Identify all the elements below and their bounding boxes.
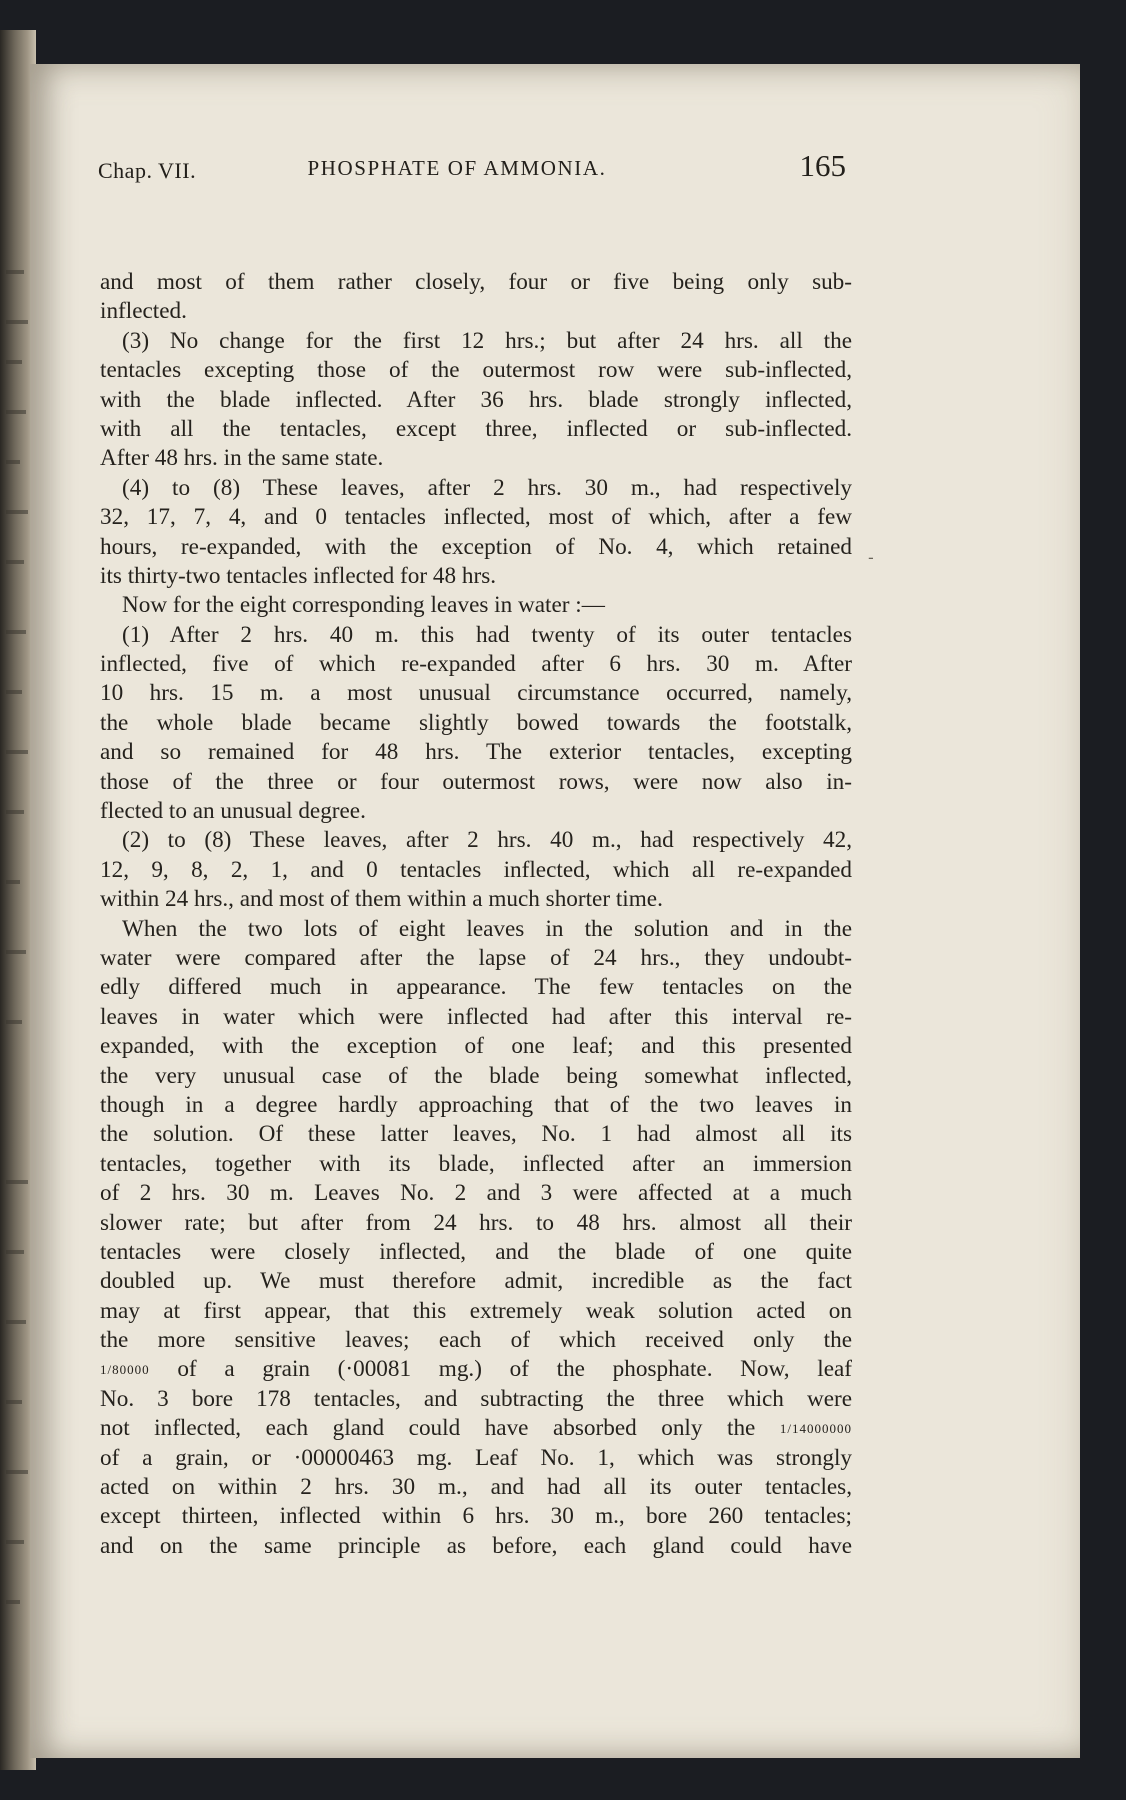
running-title: PHOSPHATE OF AMMONIA. <box>307 156 607 180</box>
fraction-line <box>100 1414 852 1443</box>
text-line: flected to an unusual degree. <box>100 798 366 825</box>
text-line: the very unusual case of the blade being somewhat inflected, <box>100 1062 852 1089</box>
text-line: and on the same principle as before, each gland could have <box>100 1532 852 1559</box>
text-line: When the two lots of eight leaves in the solution and in the <box>122 915 852 942</box>
text-line: slower rate; but after from 24 hrs. to 48 hrs. almost all their <box>100 1209 852 1236</box>
fraction-14000000: 1/14000000 <box>779 1421 852 1437</box>
text-line: and so remained for 48 hrs. The exterior tentacles, excepting <box>100 739 852 766</box>
text-line: After 48 hrs. in the same state. <box>100 445 384 472</box>
text-line: 10 hrs. 15 m. a most unusual circumstance occurred, namely, <box>100 680 852 707</box>
margin-mark <box>868 548 878 554</box>
text-line: (1) After 2 hrs. 40 m. this had twenty of its outer tentacles <box>122 621 852 648</box>
text-line: and most of them rather closely, four or five being only sub- <box>100 269 852 295</box>
text-line: inflected, five of which re-expanded after 6 hrs. 30 m. After <box>100 651 852 678</box>
text-line: of 2 hrs. 30 m. Leaves No. 2 and 3 were affected at a much <box>100 1180 852 1207</box>
text-line: (2) to (8) These leaves, after 2 hrs. 40 m., had respectively 42, <box>122 827 852 854</box>
text-line: No. 3 bore 178 tentacles, and subtracting the three which were <box>100 1385 852 1412</box>
text-line: tentacles, together with its blade, inflected after an immersion <box>100 1150 852 1177</box>
text-line: 32, 17, 7, 4, and 0 tentacles inflected, most of which, after a few <box>100 504 852 531</box>
text-line: hours, re-expanded, with the exception of No. 4, which retained <box>100 533 852 560</box>
text-line: inflected. <box>100 298 187 325</box>
text-line: expanded, with the exception of one leaf; and this presented <box>100 1033 852 1060</box>
text-line: acted on within 2 hrs. 30 m., and had all its outer tentacles, <box>100 1474 852 1501</box>
text-line: (4) to (8) These leaves, after 2 hrs. 30 m., had respectively <box>122 474 852 501</box>
text-line: leaves in water which were inflected had after this interval re- <box>100 1003 852 1030</box>
text-line: though in a degree hardly approaching that of the two leaves in <box>100 1091 852 1118</box>
chapter-label: Chap. VII. <box>98 158 197 183</box>
text-line: Now for the eight corresponding leaves in water :— <box>122 592 605 619</box>
text-line: the solution. Of these latter leaves, No. 1 had almost all its <box>100 1121 852 1148</box>
text-line: doubled up. We must therefore admit, incredible as the fact <box>100 1268 852 1295</box>
text-segment: of a grain (·00081 mg.) of the phosphate. Now, leaf <box>177 1356 853 1383</box>
text-line: the whole blade became slightly bowed towards the footstalk, <box>100 709 852 736</box>
text-line: with the blade inflected. After 36 hrs. blade strongly inflected, <box>100 386 852 413</box>
text-line: tentacles excepting those of the outermost row were sub-inflected, <box>100 357 852 384</box>
text-segment: not inflected, each gland could have absorbed only the <box>100 1415 756 1442</box>
text-line: 12, 9, 8, 2, 1, and 0 tentacles inflected, which all re-expanded <box>100 856 852 883</box>
text-line: the more sensitive leaves; each of which received only the <box>100 1327 852 1354</box>
running-header <box>68 146 846 186</box>
body-text <box>100 268 852 1561</box>
text-line: (3) No change for the first 12 hrs.; but after 24 hrs. all the <box>122 327 852 354</box>
text-line: within 24 hrs., and most of them within a much shorter time. <box>100 886 663 913</box>
fraction-line <box>100 1355 852 1384</box>
text-line: tentacles were closely inflected, and the blade of one quite <box>100 1238 852 1265</box>
text-line: of a grain, or ·00000463 mg. Leaf No. 1, which was strongly <box>100 1444 852 1471</box>
text-line: edly differed much in appearance. The few tentacles on the <box>100 974 852 1001</box>
text-line: water were compared after the lapse of 24 hrs., they undoubt- <box>100 944 852 971</box>
text-line: except thirteen, inflected within 6 hrs. 30 m., bore 260 tentacles; <box>100 1503 852 1530</box>
text-line: with all the tentacles, except three, inflected or sub-inflected. <box>100 415 852 442</box>
text-line: its thirty-two tentacles inflected for 48 hrs. <box>100 562 497 589</box>
fraction-80000: 1/80000 <box>100 1362 150 1378</box>
page-number: 165 <box>799 148 846 183</box>
text-line: those of the three or four outermost rows, were now also in- <box>100 768 852 795</box>
text-line: may at first appear, that this extremely weak solution acted on <box>100 1297 852 1324</box>
